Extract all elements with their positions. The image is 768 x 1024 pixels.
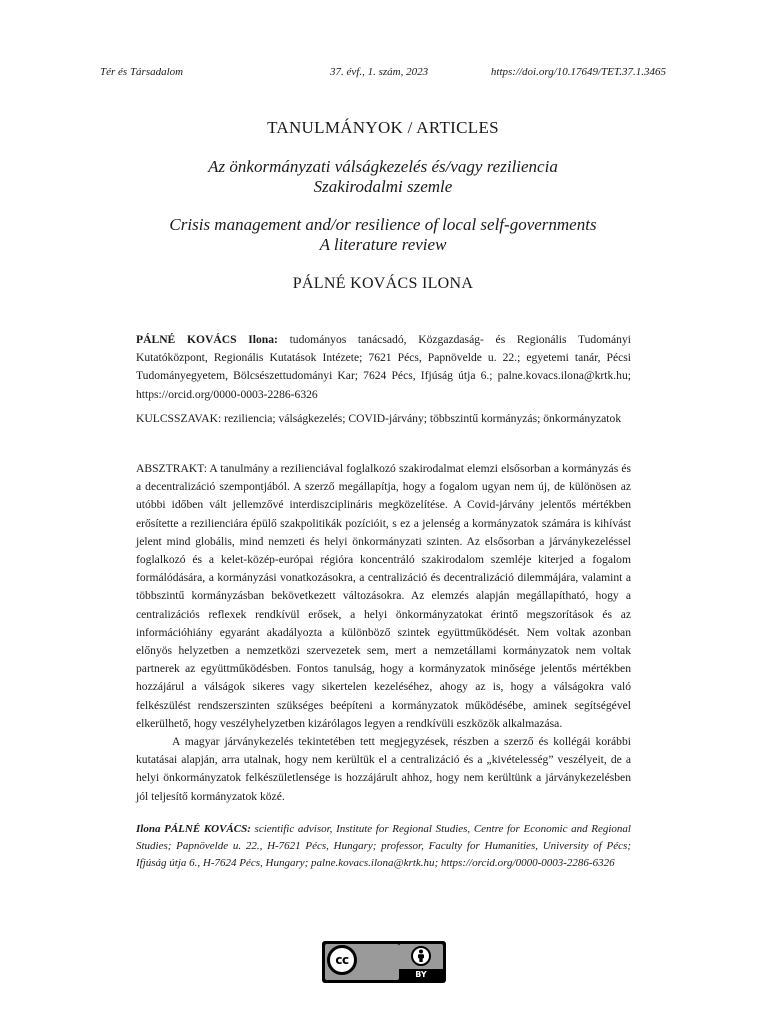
abstract	[136, 460, 631, 806]
abstract-paragraph-1	[136, 460, 631, 733]
affiliation-english-lead: Ilona PÁLNÉ KOVÁCS:	[136, 823, 251, 835]
keywords-lead: KULCSSZAVAK:	[136, 412, 222, 425]
title-english-main: Crisis management and/or resilience of local self-governments	[169, 215, 597, 234]
running-head	[100, 66, 666, 82]
abstract-paragraph-2: A magyar járványkezelés tekintetében tett megjegyzések, részben a szerző és kollégái korábbi kutatásai alapján, arra utalnak, hogy nem kerültük el a centralizáció és a „kivételesség” veszélyeit, de a helyi önkormányzatok felkészületlensége is hozzájárult ahhoz, hogy nem kerültünk a járványkezelésben jól teljesítő kormányzatok közé.	[136, 735, 631, 803]
affiliation-english	[136, 821, 631, 872]
title-hungarian	[100, 157, 666, 197]
title-english	[100, 215, 666, 255]
journal-name: Tér és Társadalom	[100, 66, 184, 78]
by-label: BY	[399, 969, 443, 980]
title-hungarian-main: Az önkormányzati válságkezelés és/vagy reziliencia	[208, 157, 558, 176]
affiliation-hungarian-text: tudományos tanácsadó, Közgazdaság- és Regionális Tudományi Kutatóközpont, Regionális Kutatások Intézete; 7621 Pécs, Papnövelde u. 22.; egyetemi tanár, Pécsi Tudományegyetem, Bölcsészettudományi Kar; 7624 Pécs, Ifjúság útja 6.; palne.kovacs.ilona@krtk.hu; https://orcid.org/0000-0003-2286-6326	[136, 333, 631, 401]
creative-commons-icon: cc	[327, 945, 357, 975]
by-logo-panel	[399, 944, 443, 980]
attribution-person-icon	[411, 946, 431, 966]
title-hungarian-sub: Szakirodalmi szemle	[313, 177, 453, 196]
cc-logo-panel	[325, 944, 399, 980]
cc-by-license-badge[interactable]	[322, 941, 446, 983]
abstract-lead: ABSZTRAKT:	[136, 462, 207, 475]
author-name: PÁLNÉ KOVÁCS ILONA	[292, 275, 474, 292]
affiliation-hungarian	[136, 331, 631, 404]
affiliation-english-text: scientific advisor, Institute for Regional Studies, Centre for Economic and Regional Studies; Papnövelde u. 22., H-7621 Pécs, Hungary; professor, Faculty for Humanities, University of Pécs; Ifjúság útja 6., H-7624 Pécs, Hungary; palne.kovacs.ilona@krtk.hu; https://orcid.org/0000-0003-2286-6326	[136, 823, 631, 869]
abstract-text-1: A tanulmány a rezilienciával foglalkozó szakirodalmat elemzi elsősorban a kormányzás és a decentralizáció szempontjából. A szerző megállapítja, hogy a fogalom ugyan nem új, de különösen az utóbbi időben vált jellemzővé interdiszciplináris megközelítése. A Covid-járvány jelentős mértékben erősítette a rezilienciára épülő szakpolitikák pozícióit, s ez a jelenség a kormányzatok számára is kihívást jelent mind globális, mind nemzeti és helyi önkormányzati szinten. Az elsősorban a járványkezeléssel foglalkozó és a kelet-közép-európai régióra koncentráló szakirodalom szemléje kiterjed a fogalom formálódására, a kormányzási vonatkozásokra, a centralizáció és decentralizáció dilemmájára, valamint a többszintű kormányzásban bekövetkezett változásokra. Az elemzés alapján megállapítható, hogy a centralizációs reflexek rendkívül erősek, a helyi önkormányzatokat érintő megszorítások és az információhiány egyaránt akadályozta a különböző szintek együttműködését. Nem voltak azonban előnyös helyzetben a nemzetközi szervezetek sem, mert a nemzetállami kormányzatok nem voltak partnerek az együttműködésben. Fontos tanulság, hogy a kormányzatok minősége jelentős mértékben hozzájárul a válságok sikeres vagy sikertelen kezeléséhez, ahogy az is, hogy a válságokra való felkészülést rendszerszinten szükséges beépíteni a kormányzatok működésébe, aminek segítségével elkerülhető, hogy veszélyhelyzetben kizárólagos legyen a rendkívüli eszközök alkalmazása.	[136, 462, 631, 730]
section-heading: TANULMÁNYOK / ARTICLES	[267, 118, 499, 137]
affiliation-hungarian-lead: PÁLNÉ KOVÁCS Ilona:	[136, 333, 278, 346]
volume-issue: 37. évf., 1. szám, 2023	[330, 66, 429, 78]
keywords-text: reziliencia; válságkezelés; COVID-járvány; többszintű kormányzás; önkormányzatok	[221, 412, 622, 425]
doi-link[interactable]: https://doi.org/10.17649/TET.37.1.3465	[490, 66, 666, 78]
title-english-sub: A literature review	[319, 235, 447, 254]
keywords	[136, 410, 631, 428]
